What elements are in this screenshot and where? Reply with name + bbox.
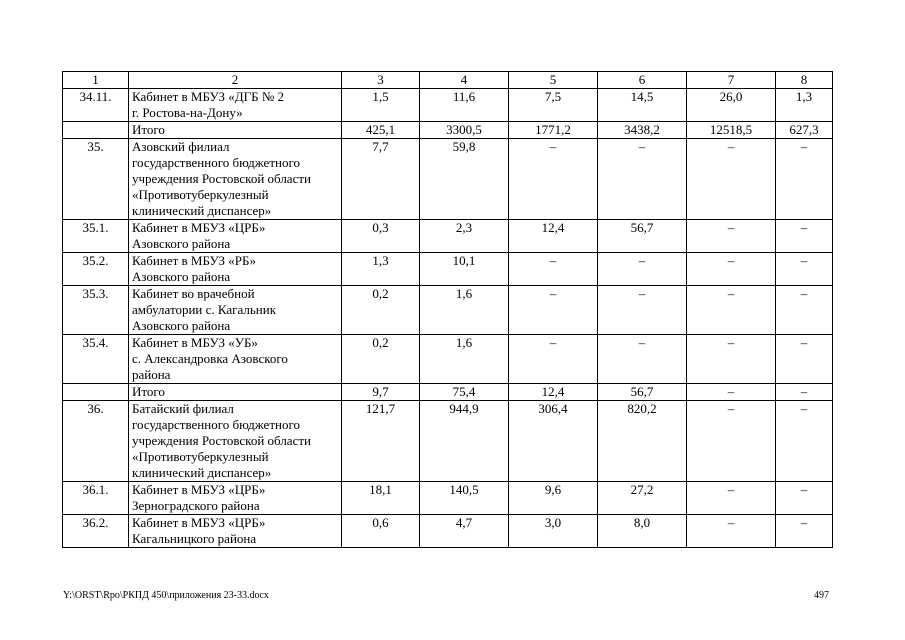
row-number-cell: 35. — [63, 139, 129, 220]
row-number-cell: 35.2. — [63, 253, 129, 286]
value-cell-col5: – — [509, 335, 598, 384]
table-body — [63, 72, 833, 548]
value-cell-col3: 0,3 — [342, 220, 420, 253]
value-cell-col3: 9,7 — [342, 384, 420, 401]
table-row — [63, 384, 833, 401]
value-cell-col4: 10,1 — [420, 253, 509, 286]
row-number-cell: 36. — [63, 401, 129, 482]
value-cell-col6: 27,2 — [598, 482, 687, 515]
table-row — [63, 335, 833, 384]
value-cell-col8: – — [776, 482, 833, 515]
value-cell-col8: 1,3 — [776, 89, 833, 122]
value-cell-col4: 59,8 — [420, 139, 509, 220]
value-cell-col3: 0,2 — [342, 286, 420, 335]
data-table — [62, 71, 833, 548]
row-name-cell: Кабинет в МБУЗ «РБ» Азовского района — [129, 253, 342, 286]
value-cell-col4: 75,4 — [420, 384, 509, 401]
footer-file-path: Y:\ORST\Rpo\РКПД 450\приложения 23-33.docx — [63, 590, 269, 601]
value-cell-col3: 7,7 — [342, 139, 420, 220]
value-cell-col5: 9,6 — [509, 482, 598, 515]
header-cell-1: 1 — [63, 72, 129, 89]
value-cell-col3: 425,1 — [342, 122, 420, 139]
row-name-cell: Азовский филиал государственного бюджетного учреждения Ростовской области «Противотуберкулезный клинический диспансер» — [129, 139, 342, 220]
row-name-cell: Итого — [129, 384, 342, 401]
table-row — [63, 482, 833, 515]
row-number-cell — [63, 384, 129, 401]
row-number-cell: 36.2. — [63, 515, 129, 548]
value-cell-col8: – — [776, 515, 833, 548]
table-row — [63, 139, 833, 220]
value-cell-col3: 121,7 — [342, 401, 420, 482]
value-cell-col6: 56,7 — [598, 220, 687, 253]
header-cell-8: 8 — [776, 72, 833, 89]
value-cell-col6: 56,7 — [598, 384, 687, 401]
value-cell-col8: – — [776, 139, 833, 220]
row-name-cell: Кабинет в МБУЗ «ЦРБ» Азовского района — [129, 220, 342, 253]
row-number-cell: 35.3. — [63, 286, 129, 335]
value-cell-col8: 627,3 — [776, 122, 833, 139]
table-row — [63, 253, 833, 286]
value-cell-col5: 306,4 — [509, 401, 598, 482]
value-cell-col7: – — [687, 401, 776, 482]
header-cell-2: 2 — [129, 72, 342, 89]
row-number-cell: 35.4. — [63, 335, 129, 384]
value-cell-col6: 820,2 — [598, 401, 687, 482]
footer-page-number: 497 — [814, 590, 829, 601]
header-cell-5: 5 — [509, 72, 598, 89]
value-cell-col6: 3438,2 — [598, 122, 687, 139]
row-name-cell: Кабинет в МБУЗ «ЦРБ» Кагальницкого района — [129, 515, 342, 548]
table-row — [63, 401, 833, 482]
table-row — [63, 286, 833, 335]
value-cell-col7: – — [687, 482, 776, 515]
value-cell-col3: 18,1 — [342, 482, 420, 515]
value-cell-col3: 0,6 — [342, 515, 420, 548]
row-name-cell: Кабинет во врачебной амбулатории с. Кагальник Азовского района — [129, 286, 342, 335]
row-name-cell: Итого — [129, 122, 342, 139]
row-number-cell: 35.1. — [63, 220, 129, 253]
value-cell-col6: – — [598, 286, 687, 335]
value-cell-col3: 1,5 — [342, 89, 420, 122]
value-cell-col7: – — [687, 139, 776, 220]
value-cell-col5: – — [509, 253, 598, 286]
value-cell-col7: 12518,5 — [687, 122, 776, 139]
row-name-cell: Батайский филиал государственного бюджетного учреждения Ростовской области «Противотуберкулезный клинический диспансер» — [129, 401, 342, 482]
row-name-cell: Кабинет в МБУЗ «ДГБ № 2 г. Ростова-на-Дону» — [129, 89, 342, 122]
value-cell-col6: – — [598, 335, 687, 384]
value-cell-col5: – — [509, 139, 598, 220]
value-cell-col7: – — [687, 515, 776, 548]
value-cell-col4: 1,6 — [420, 335, 509, 384]
value-cell-col4: 4,7 — [420, 515, 509, 548]
value-cell-col8: – — [776, 384, 833, 401]
value-cell-col8: – — [776, 286, 833, 335]
value-cell-col4: 944,9 — [420, 401, 509, 482]
value-cell-col7: 26,0 — [687, 89, 776, 122]
value-cell-col6: – — [598, 139, 687, 220]
row-number-cell: 36.1. — [63, 482, 129, 515]
value-cell-col6: 14,5 — [598, 89, 687, 122]
value-cell-col6: 8,0 — [598, 515, 687, 548]
value-cell-col7: – — [687, 384, 776, 401]
value-cell-col8: – — [776, 220, 833, 253]
header-row — [63, 72, 833, 89]
header-cell-6: 6 — [598, 72, 687, 89]
value-cell-col7: – — [687, 253, 776, 286]
row-name-cell: Кабинет в МБУЗ «ЦРБ» Зерноградского района — [129, 482, 342, 515]
row-number-cell: 34.11. — [63, 89, 129, 122]
value-cell-col4: 2,3 — [420, 220, 509, 253]
value-cell-col4: 11,6 — [420, 89, 509, 122]
table-row — [63, 515, 833, 548]
header-cell-4: 4 — [420, 72, 509, 89]
row-name-cell: Кабинет в МБУЗ «УБ» с. Александровка Азовского района — [129, 335, 342, 384]
value-cell-col5: 7,5 — [509, 89, 598, 122]
value-cell-col3: 1,3 — [342, 253, 420, 286]
value-cell-col5: 1771,2 — [509, 122, 598, 139]
table-row — [63, 220, 833, 253]
row-number-cell — [63, 122, 129, 139]
value-cell-col7: – — [687, 335, 776, 384]
table-row — [63, 122, 833, 139]
value-cell-col6: – — [598, 253, 687, 286]
value-cell-col4: 1,6 — [420, 286, 509, 335]
value-cell-col7: – — [687, 286, 776, 335]
value-cell-col4: 140,5 — [420, 482, 509, 515]
value-cell-col7: – — [687, 220, 776, 253]
header-cell-7: 7 — [687, 72, 776, 89]
value-cell-col5: 3,0 — [509, 515, 598, 548]
value-cell-col8: – — [776, 335, 833, 384]
value-cell-col4: 3300,5 — [420, 122, 509, 139]
value-cell-col5: 12,4 — [509, 384, 598, 401]
value-cell-col8: – — [776, 401, 833, 482]
value-cell-col8: – — [776, 253, 833, 286]
value-cell-col5: – — [509, 286, 598, 335]
value-cell-col5: 12,4 — [509, 220, 598, 253]
table-row — [63, 89, 833, 122]
header-cell-3: 3 — [342, 72, 420, 89]
value-cell-col3: 0,2 — [342, 335, 420, 384]
